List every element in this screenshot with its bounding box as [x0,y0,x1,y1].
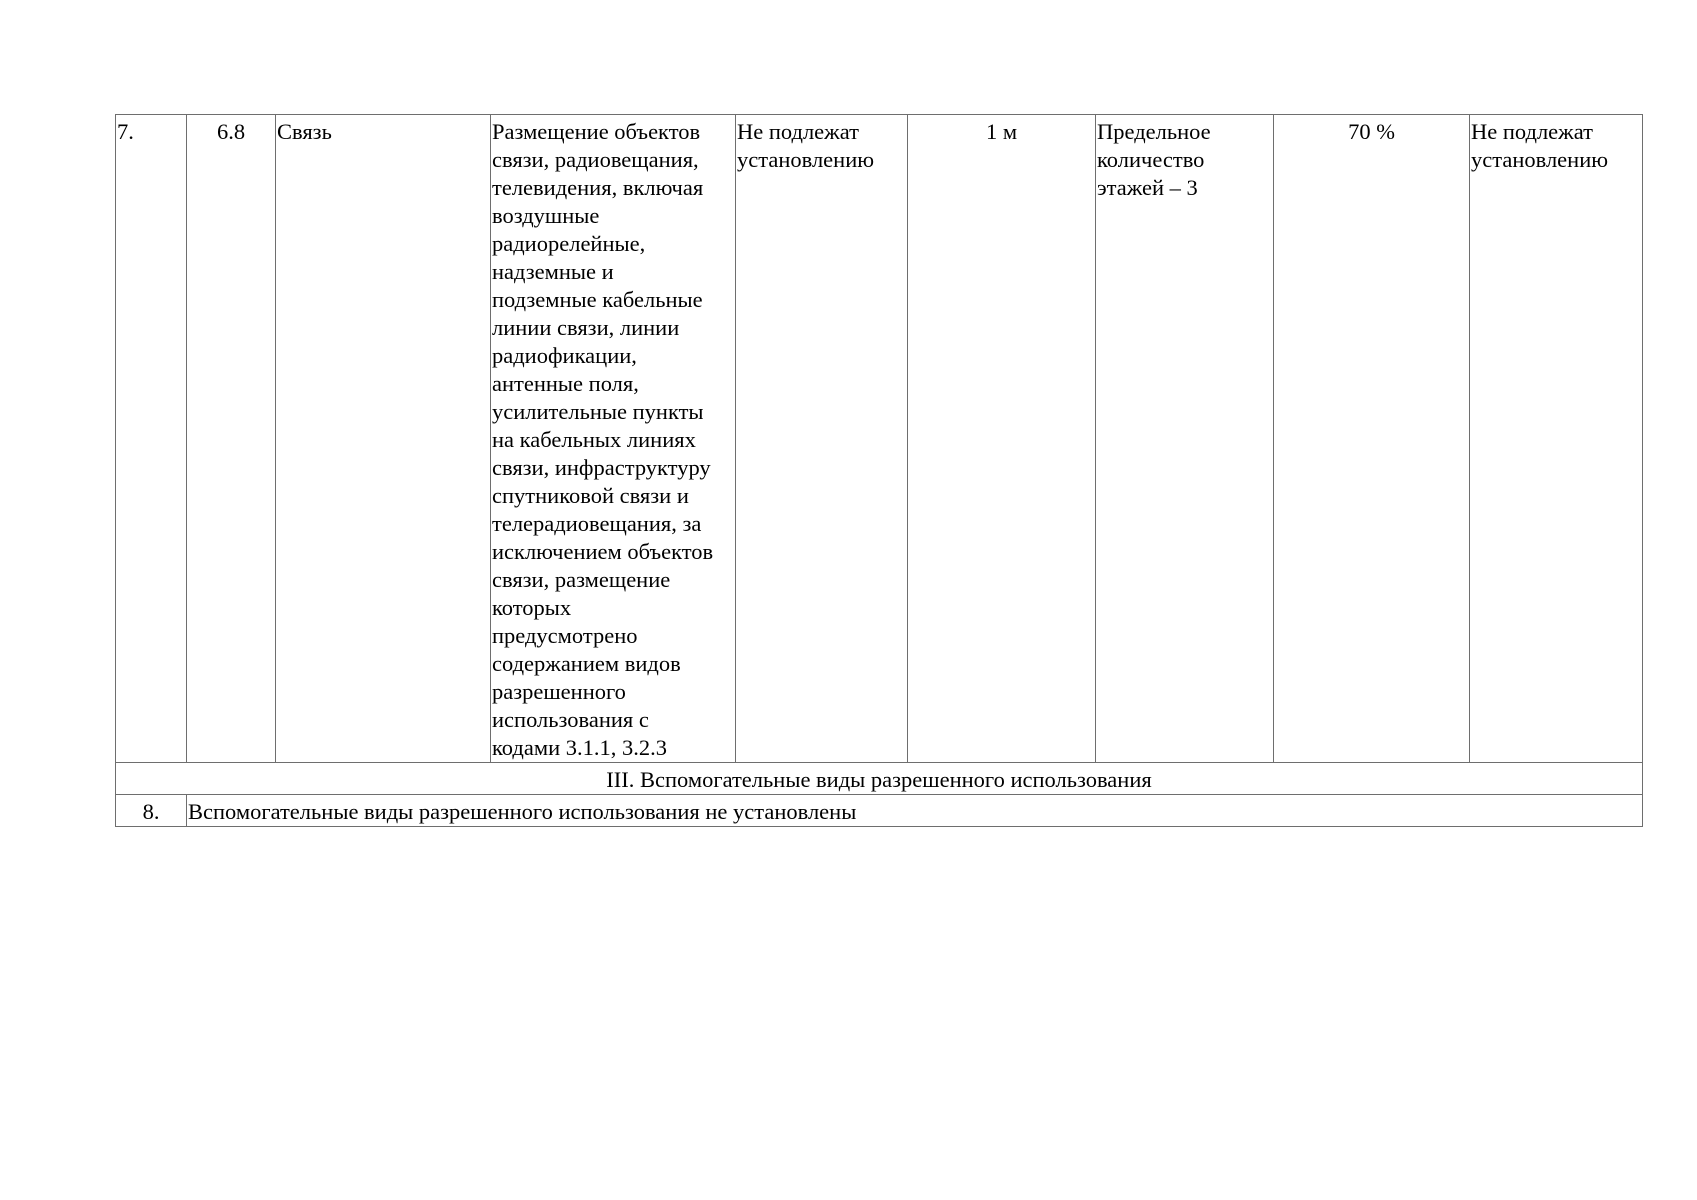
aux-uses-text: Вспомогательные виды разрешенного использования не установлены [187,795,1643,827]
other-limits: Не подлежат установлению [1470,115,1643,763]
plot-size-limits: Не подлежат установлению [736,115,908,763]
setback-value: 1 м [908,115,1096,763]
description-line: радиофикации, [492,343,637,368]
description-line: подземные кабельные [492,287,703,312]
table-row-8 [116,795,1643,827]
description-line: связи, размещение [492,567,671,592]
description-line: усилительные пункты [492,399,704,424]
section-row [116,763,1643,795]
description-line: телевидения, включая [492,175,704,200]
table-row-7 [116,115,1643,763]
description-line: которых [492,595,572,620]
description-line: радиорелейные, [492,231,646,256]
floors-limit: Предельное количество этажей – 3 [1096,115,1274,763]
description-line: связи, инфраструктуру [492,455,711,480]
description-line: предусмотрено [492,623,638,648]
section-title: III. Вспомогательные виды разрешенного использования [116,763,1643,795]
description-line: антенные поля, [492,371,639,396]
description-line: исключением объектов [492,539,714,564]
description-line: воздушные [492,203,600,228]
description-line: спутниковой связи и [492,483,689,508]
use-description [491,115,736,763]
use-code: 6.8 [187,115,276,763]
description-line: Размещение объектов [492,119,701,144]
coverage-percent: 70 % [1274,115,1470,763]
description-line: связи, радиовещания, [492,147,699,172]
description-line: использования с [492,707,649,732]
description-line: на кабельных линиях [492,427,696,452]
description-line: телерадиовещания, за [492,511,702,536]
description-line: разрешенного [492,679,626,704]
use-name: Связь [276,115,491,763]
description-line: содержанием видов [492,651,681,676]
description-line: надземные и [492,259,614,284]
description-line: линии связи, линии [492,315,680,340]
row-number: 7. [116,115,187,763]
row-number: 8. [116,795,187,827]
zoning-table [115,114,1643,827]
description-line: кодами 3.1.1, 3.2.3 [492,735,667,760]
